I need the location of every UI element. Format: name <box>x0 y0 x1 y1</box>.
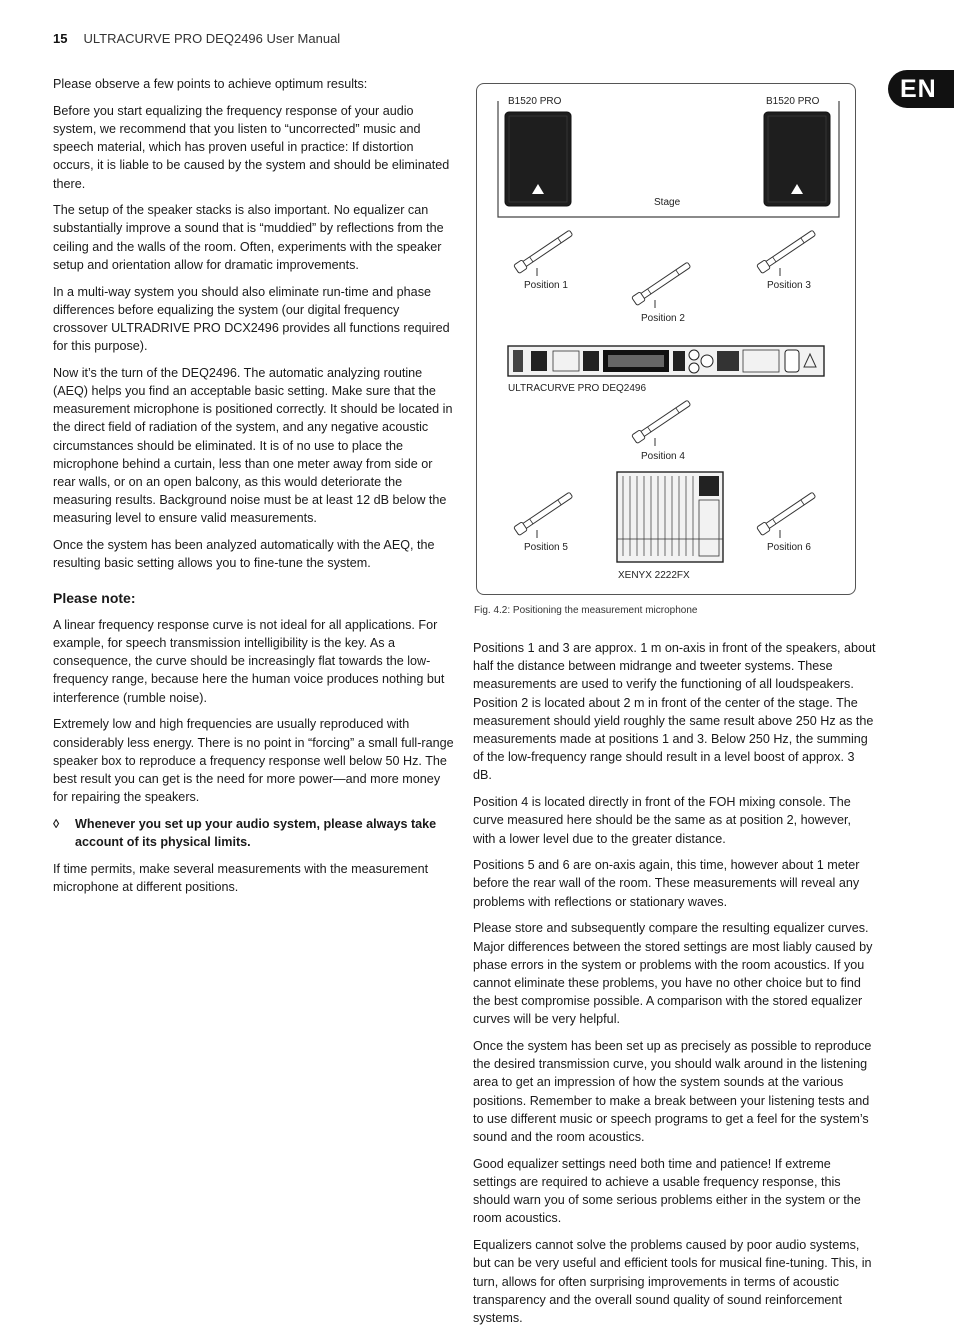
equalizer-unit-icon <box>508 346 824 376</box>
paragraph: Once the system has been set up as precisely as possible to reproduce the desired transmission curve, you should walk around in the listening area to get an impression of how the system sounds at the various positions. Remember to make a break between your listening tests and to use different music or speech programs to get a feel for the system’s sound and the room acoustics. <box>473 1039 872 1145</box>
microphone-position-2-icon <box>632 260 692 308</box>
speaker-right-label: B1520 PRO <box>766 96 820 107</box>
right-column <box>473 639 876 1336</box>
microphone-position-4-icon <box>632 398 692 446</box>
paragraph: If time permits, make several measurements with the measurement microphone at different positions. <box>53 861 429 894</box>
note-paragraph: A linear frequency response curve is not ideal for all applications. For example, for speech transmission intelligibility is the key. As a consequence, the curve should be increasingly flat towards the low-frequency range, because here the human voice produces nothing but interference (rumble noise). <box>53 617 445 705</box>
position-2-label: Position 2 <box>641 313 685 324</box>
page-header <box>53 31 340 46</box>
equalizer-label: ULTRACURVE PRO DEQ2496 <box>508 383 647 394</box>
position-5-label: Position 5 <box>524 542 568 553</box>
mixer-console-icon <box>617 472 723 562</box>
figure-caption: Fig. 4.2: Positioning the measurement microphone <box>474 605 698 616</box>
microphone-position-6-icon <box>757 490 817 538</box>
speaker-left-label: B1520 PRO <box>508 96 562 107</box>
paragraph: Please observe a few points to achieve optimum results: <box>53 77 368 91</box>
setup-diagram <box>476 83 856 595</box>
paragraph: The setup of the speaker stacks is also important. No equalizer can substantially improve a sound that is “muddied” by reflections from the ceiling and the walls of the room. Often, experiments with the speaker setup and orientation allow for dramatic improvements. <box>53 203 444 272</box>
paragraph: Good equalizer settings need both time and patience! If extreme settings are required to achieve a usable frequency response, this should warn you of some serious problems either in the system or the room acoustics. <box>473 1156 861 1226</box>
paragraph: Once the system has been analyzed automatically with the AEQ, the resulting basic setting allows you to fine-tune the system. <box>53 538 435 571</box>
paragraph: Before you start equalizing the frequency response of your audio system, we recommend that you listen to “uncorrected” music and speech material, which has proven useful in practice: If distortion occurs, it is liable to be caused by the system and should be eliminated there. <box>53 103 450 191</box>
paragraph: Please store and subsequently compare the resulting equalizer curves. Major differences between the stored settings are most liably caused by phase errors in the system or problems with the room acoustics. If you cannot eliminate these problems, you have no other choice but to find the best compromise possible. A comparison with the stored equalizer curves will be very helpful. <box>473 921 873 1027</box>
microphone-position-5-icon <box>514 490 574 538</box>
diamond-bullet-icon: ◊ <box>53 816 60 831</box>
speaker-right-icon <box>764 112 830 206</box>
microphone-position-3-icon <box>757 228 817 276</box>
setup-diagram-graphic <box>477 84 855 594</box>
position-1-label: Position 1 <box>524 280 568 291</box>
paragraph: Equalizers cannot solve the problems caused by poor audio systems, but can be very useful and efficient tools for musical fine-tuning. This, in turn, allows for often surprising improvements in terms of acoustic transparency and the overall sound quality of sound reinforcement systems. <box>473 1238 872 1325</box>
warning-note <box>53 815 454 851</box>
note-paragraph: Extremely low and high frequencies are usually reproduced with considerably less energy. There is no point in “forcing” a small full-range speaker box to reproduce a frequency response well below 50 Hz. The best result you can get is the need for more power—and more money for repairing the speakers. <box>53 717 454 805</box>
microphone-position-1-icon <box>514 228 574 276</box>
stage-label: Stage <box>654 197 681 208</box>
mixer-label: XENYX 2222FX <box>618 570 690 581</box>
position-6-label: Position 6 <box>767 542 811 553</box>
speaker-left-icon <box>505 112 571 206</box>
warning-text: Whenever you set up your audio system, please always take account of its physical limits. <box>75 816 437 850</box>
note-heading: Please note: <box>53 589 136 606</box>
paragraph: In a multi-way system you should also eliminate run-time and phase differences before equalizing the system (our digital frequency crossover ULTRADRIVE PRO DCX2496 provides all functions required for this purpose). <box>53 284 450 354</box>
page-number: 15 <box>53 31 68 46</box>
language-badge: EN <box>888 70 954 108</box>
paragraph: Position 4 is located directly in front of the FOH mixing console. The curve measured here should be the same as at position 2, however, with a lower level due to the greater distance. <box>473 795 852 846</box>
position-3-label: Position 3 <box>767 280 811 291</box>
left-column <box>53 75 454 905</box>
paragraph: Positions 1 and 3 are approx. 1 m on-axis in front of the speakers, about half the distance between midrange and tweeter systems. These measurements are used to verify the functioning of all loudspeakers. Position 2 is located about 2 m in front of the center of the stage. The measurement should yield roughly the same result above 250 Hz as the measurements made at positions 1 and 3. Below 250 Hz, the summing of the low-frequency range should result in a level boost of approx. 3 dB. <box>473 641 876 783</box>
paragraph: Now it’s the turn of the DEQ2496. The automatic analyzing routine (AEQ) helps you find an acceptable basic setting. Make sure that the measurement microphone is positioned correctly. It should be located in the direct field of radiation of the system, and any negative acoustic circumstances should be eliminated. It is of no use to place the microphone behind a curtain, less than one meter away from side or rear walls, or on an open balcony, as this would deteriorate the measuring results. Background noise must be at least 12 dB below the measuring level to ensure valid measurements. <box>53 365 453 526</box>
manual-title: ULTRACURVE PRO DEQ2496 User Manual <box>83 31 341 46</box>
position-4-label: Position 4 <box>641 451 685 462</box>
paragraph: Positions 5 and 6 are on-axis again, this time, however about 1 meter before the rear wall of the room. These measurements will reveal any problems with reflections or stationary waves. <box>473 858 860 909</box>
